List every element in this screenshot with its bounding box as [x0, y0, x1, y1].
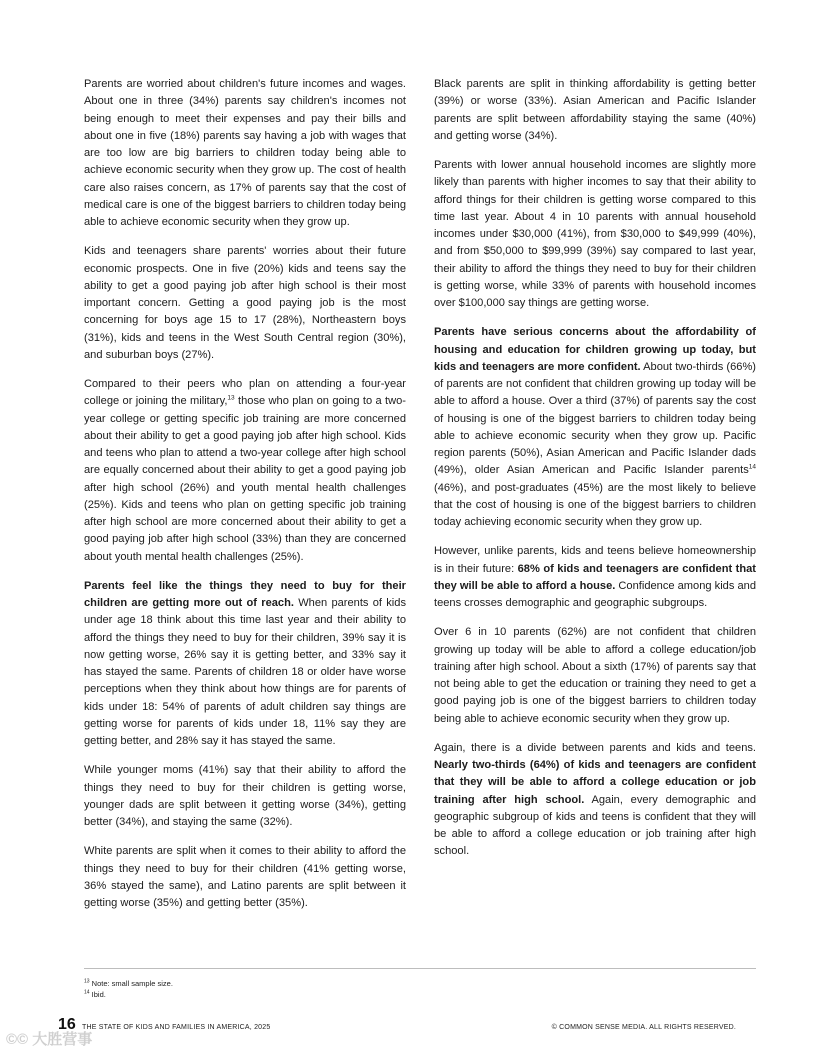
footnote-14: $^{14}$ Ibid.	[84, 989, 106, 999]
footnotes	[84, 978, 173, 1000]
paragraph-black-aapi: Black parents are split in thinking affordability is getting better (39%) or worse (33%). Asian American and Pacific Islander parents are split between affordability staying the same (40%) and getting worse (34%).	[434, 78, 756, 142]
paragraph-moms-dads: While younger moms (41%) say that their ability to afford the things they need to buy for their children is getting worse, younger dads are split between it getting worse (34%), getting better (34%), and staying the same (32%).	[84, 764, 406, 828]
page-footer	[56, 1016, 736, 1038]
paragraph-divide: Again, there is a divide between parents and kids and teens. Nearly two-thirds (64%) of kids and teenagers are confident that they will be able to afford a college education or job training after high school. Again, every demographic and geographic subgroup of kids and teens is confident that they will be able to afford a college education or job training after high school.	[434, 741, 757, 858]
paragraph-income: Parents with lower annual household incomes are slightly more likely than parents with higher incomes to say that their ability to afford things for their children is getting worse compared to this time last year. About 4 in 10 parents with annual household incomes under $30,000 (41%), from $30,000 to $49,999 (40%), and from $50,000 to $99,999 (39%) say compared to last year, their ability to afford the things they need to buy for their children is getting worse, while 33% of parents with household incomes over $100,000 say things are getting worse.	[434, 159, 756, 309]
watermark: ©© 大胜营事	[6, 1031, 93, 1048]
footnote-13: $^{13}$ Note: small sample size.	[84, 978, 173, 988]
paragraph-kids-worries: Kids and teenagers share parents' worries about their future economic prospects. One in five (20%) kids and teens say the ability to get a good paying job after high school is their most important concern. Getting a good paying job is the most concerning for boys age 15 to 17 (28%), Northeastern boys (31%), kids and teens in the West South Central region (30%), and suburban boys (27%).	[84, 245, 406, 361]
paragraph-college-affordability: Over 6 in 10 parents (62%) are not confident that children growing up today will be able to afford a college education/job training after high school. About a sixth (17%) of parents say that not being able to get the education or training they need to get a good paying job is one of the biggest barriers to children today being able to achieve economic security when they grow up.	[434, 626, 756, 725]
paragraph-white-latino: White parents are split when it comes to their ability to afford the things they need to buy for their children (41% getting worse, 36% stayed the same), and Latino parents are split between it getting worse (35%) and getting better (35%).	[84, 845, 406, 909]
paragraph-homeownership: However, unlike parents, kids and teens believe homeownership is in their future: 68% of kids and teenagers are confident that they will be able to afford a house. Confidence among kids and teens crosses demographic and geographic subgroups.	[434, 545, 756, 609]
paragraph-two-year-college: Compared to their peers who plan on attending a four-year college or joining the military,$^{13}$ those who plan on going to a two-year college or getting specific job training are more concerned about their ability to get a good paying job after high school. Kids and teens who plan to attend a two-year college after high school are equally concerned about their ability to get a good paying job after high school (26%) and youth mental health challenges (25%). Kids and teens who plan on getting specific job training after high school are more concerned about their ability to get a good paying job after high school (33%) than they are concerned about youth mental health challenges (25%).	[84, 378, 406, 563]
footnote-ref-13[interactable]: 13	[227, 394, 235, 402]
paragraph-future-incomes: Parents are worried about children's future incomes and wages. About one in three (34%) parents say children's incomes not being enough to meet their expenses and pay their bills and about one in five (18%) parents say having a job with wages that are too low are big barriers to children today being able to achieve economic security when they grow up. The cost of health care also raises concern, as 17% of parents say that the cost of medical care is one of the biggest barriers to children today being able to achieve economic security when they grow up.	[84, 78, 406, 228]
left-column	[84, 76, 406, 924]
paragraph-housing-education: Parents have serious concerns about the affordability of housing and education for children growing up today, but kids and teenagers are more confident. About two-thirds (66%) of parents are not confident that children growing up today will be able to afford a house. Over a third (37%) of parents say the cost of housing is one of the biggest barriers to children today being able to achieve economic security when they grow up. Pacific region parents (50%), Asian American and Pacific Islander dads (49%), older Asian American and Pacific Islander parents$^{14}$ (46%), and post-graduates (45%) are the most likely to believe that the cost of housing is one of the biggest barriers to children today achieving economic security when they grow up.	[434, 326, 757, 528]
footnote-divider	[84, 968, 756, 969]
footnote-ref-14[interactable]: 14	[748, 463, 756, 471]
paragraph-out-of-reach: Parents feel like the things they need to buy for their children are getting more out of reach. When parents of kids under age 18 think about this time last year and their ability to afford the things they need to buy for their children, 39% say it is now getting worse, 26% say it is getting better, and 33% say it has stayed the same. Parents of children 18 or older have worse perceptions when they think about how things are for parents of kids under 18: 54% of parents of adult children say things are getting worse for parents of kids under 18, 11% say they are getting better, and 28% say it has stayed the same.	[84, 579, 406, 747]
copyright-notice: © COMMON SENSE MEDIA. ALL RIGHTS RESERVED.	[551, 1024, 736, 1031]
page-number: 16	[58, 1016, 76, 1033]
report-title: THE STATE OF KIDS AND FAMILIES IN AMERICA, 2025	[82, 1024, 271, 1031]
right-column	[434, 76, 756, 873]
